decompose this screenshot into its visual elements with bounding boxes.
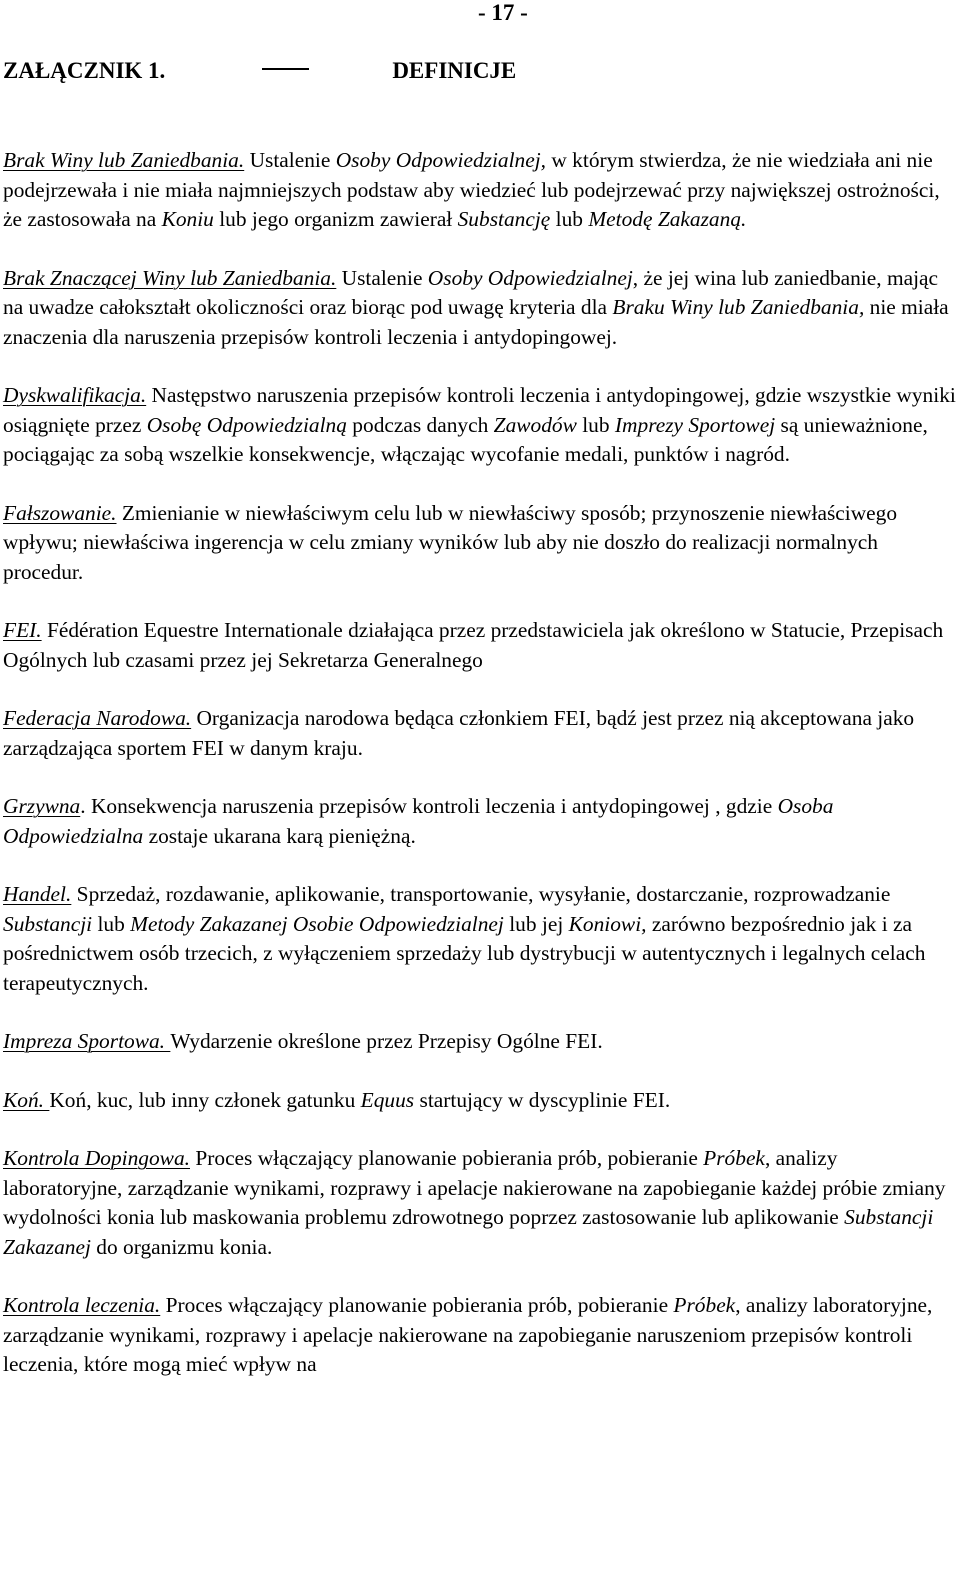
definition-text: Proces włączający planowanie pobierania prób, pobieranie (190, 1146, 704, 1170)
definition-text: zostaje ukarana karą pieniężną. (143, 823, 416, 848)
definition-term: Impreza Sportowa. (3, 1029, 171, 1053)
definition-entry (3, 792, 957, 851)
page-number: - 17 - (478, 0, 528, 25)
definition-text: , analizy laboratoryjne, zarządzanie wynikami, rozprawy i apelacje nakierowane na zapobieganie każdej próbie zmiany wydolności konia lub maskowania problemu zdrowotnego poprzez zastosowanie lub aplikowanie (3, 1146, 946, 1229)
definition-term: Dyskwalifikacja. (3, 383, 147, 407)
defined-term-reference: Koniu (161, 207, 214, 231)
definition-text: . Konsekwencja naruszenia przepisów kontroli leczenia i antydopingowej , gdzie (80, 794, 778, 818)
defined-term-reference: Braku Winy lub Zaniedbania, (612, 295, 865, 319)
definition-text: Ustalenie (244, 148, 336, 172)
definition-term: Federacja Narodowa. (3, 706, 192, 730)
annex-title: DEFINICJE (392, 58, 517, 83)
defined-term-reference: Osoby Odpowiedzialnej (427, 265, 633, 290)
defined-term-reference: Substancji (3, 911, 93, 936)
definition-text: lub (550, 207, 589, 231)
defined-term-reference: Substancję (457, 207, 551, 231)
definition-text: lub jego organizm zawierał (213, 207, 458, 231)
definition-text: Wydarzenie określone przez Przepisy Ogólne FEI. (170, 1029, 603, 1053)
definition-text: Fédération Equestre Internationale działająca przez przedstawiciela jak określono w Statucie, Przepisach Ogólnych lub czasami przez jej Sekretarza Generalnego (3, 618, 944, 672)
annex-heading (3, 58, 516, 84)
heading-dash (262, 68, 309, 70)
definition-text: startujący w dyscyplinie FEI. (414, 1087, 671, 1112)
definition-text: , analizy laboratoryjne, zarządzanie wynikami, rozprawy i apelacje nakierowane na zapobieganie naruszeniom przepisów kontroli leczenia, które mogą mieć wpływ na (3, 1293, 933, 1376)
defined-term-reference: Osobę Odpowiedzialną (146, 412, 347, 437)
definition-text: Następstwo naruszenia przepisów kontroli leczenia i antydopingowej, gdzie wszystkie wyniki osiągnięte przez (3, 383, 956, 437)
definition-entry (3, 1144, 957, 1262)
definition-text: w którym stwierdza, że nie wiedziała ani nie podejrzewała i nie miała najmniejszych podstaw aby wiedzieć lub podejrzewać przy największej ostrożności, że zastosowała na (3, 148, 940, 231)
defined-term-reference: Koniowi, (568, 911, 647, 936)
definition-entry (3, 704, 957, 763)
definition-text: Proces włączający planowanie pobierania prób, pobieranie (160, 1293, 674, 1317)
definition-text: podczas danych (346, 412, 494, 437)
definition-text: Zmienianie w niewłaściwym celu lub w niewłaściwy sposób; przynoszenie niewłaściwego wpływu; niewłaściwa ingerencja w celu zmiany wyników lub aby nie doszło do realizacji normalnych procedur. (3, 500, 898, 584)
defined-term-reference: Substancji Zakazanej (3, 1205, 934, 1259)
definition-entry (3, 616, 957, 675)
definition-entry (3, 1027, 957, 1057)
definition-entry (3, 1291, 957, 1380)
definition-term: FEI. (3, 618, 42, 642)
definition-text: do organizmu konia. (90, 1234, 273, 1259)
definition-text: lub (576, 412, 615, 437)
defined-term-reference: Imprezy Sportowej (614, 412, 776, 437)
definition-entry (3, 1086, 957, 1116)
defined-term-reference: Metodę Zakazaną. (588, 207, 747, 231)
definition-entry (3, 499, 957, 588)
definition-entry (3, 880, 957, 998)
definition-entry (3, 264, 957, 353)
definition-entry (3, 146, 957, 235)
definition-text: Sprzedaż, rozdawanie, aplikowanie, transportowanie, wysyłanie, dostarczanie, rozprowadzanie (71, 882, 891, 906)
definition-term: Grzywna (3, 794, 81, 818)
defined-term-reference: Metody Zakazanej Osobie Odpowiedzialnej (130, 911, 504, 936)
definition-text: lub (92, 911, 131, 936)
annex-label: ZAŁĄCZNIK 1. (3, 58, 166, 83)
defined-term-reference: Próbek (673, 1293, 736, 1317)
definition-text: lub jej (503, 911, 569, 936)
definition-text: , że jej wina lub zaniedbanie, mając na uwadze całokształt okoliczności oraz biorąc pod uwagę kryteria dla (3, 265, 939, 319)
defined-term-reference: Osoba Odpowiedzialna (3, 794, 834, 848)
defined-term-reference: Próbek (703, 1146, 765, 1170)
definition-text: Organizacja narodowa będąca członkiem FEI, bądź jest przez nią akceptowana jako zarządzająca sportem FEI w danym kraju. (3, 706, 915, 760)
definition-text: Ustalenie (336, 265, 428, 290)
definition-term: Koń. (3, 1087, 50, 1112)
definition-term: Kontrola leczenia. (3, 1293, 161, 1317)
definition-text: Koń, kuc, lub inny członek gatunku (49, 1087, 361, 1112)
definition-entry (3, 381, 957, 470)
definition-text: nie miała znaczenia dla naruszenia przepisów kontroli leczenia i antydopingowej. (3, 295, 949, 349)
definition-term: Fałszowanie. (3, 500, 117, 525)
defined-term-reference: Equus (360, 1087, 415, 1112)
definition-text: są unieważnione, pociągając za sobą wszelkie konsekwencje, włączając wycofanie medali, punktów i nagród. (3, 412, 928, 466)
definition-term: Brak Znaczącej Winy lub Zaniedbania. (3, 265, 337, 290)
definition-term: Kontrola Dopingowa. (3, 1146, 190, 1170)
definitions-list (3, 146, 957, 1409)
defined-term-reference: Osoby Odpowiedzialnej, (335, 148, 547, 172)
definition-text: zarówno bezpośrednio jak i za pośrednictwem osób trzecich, z wyłączeniem sprzedaży lub dystrybucji w autentycznych i legalnych celach terapeutycznych. (3, 911, 926, 995)
defined-term-reference: Zawodów (493, 412, 577, 437)
definition-term: Brak Winy lub Zaniedbania. (3, 148, 245, 172)
definition-term: Handel. (3, 882, 72, 906)
